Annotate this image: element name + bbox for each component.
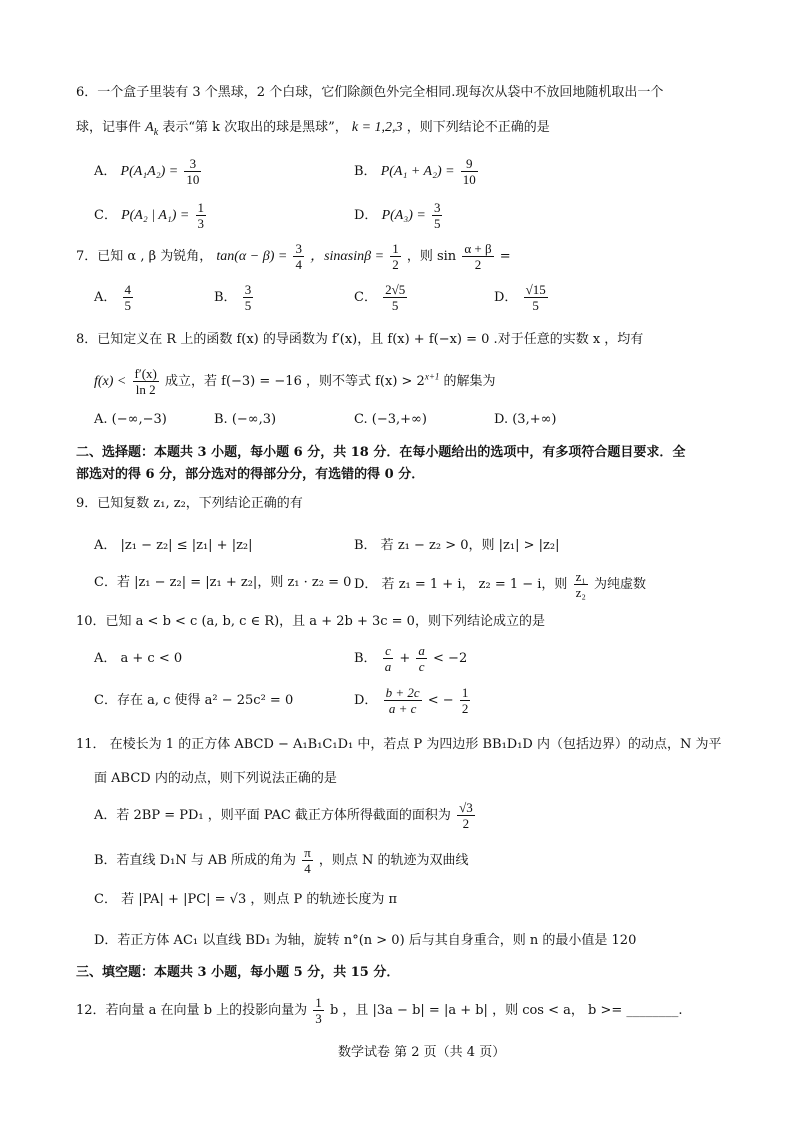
q6-a-fraction: $\frac{3}{10}$ bbox=[186, 156, 200, 187]
q12-answer-blank: ________. bbox=[626, 1003, 683, 1018]
section2-heading-line2: 部选对的得 6 分，部分选对的得部分分，有选错的得 0 分． bbox=[76, 467, 425, 482]
q11-stem-line1: 11． 在棱长为 1 的正方体 ABCD − A₁B₁C₁D₁ 中，若点 P 为四边形 BB₁D₁D 内（包括边界）的动点，N 为平 bbox=[76, 737, 722, 752]
q9-option-c: C．若 |z₁ − z₂| = |z₁ + z₂|，则 z₁ · z₂ = 0 bbox=[94, 575, 352, 590]
q11-option-c: C． 若 |PA| + |PC| = √3 ，则点 P 的轨迹长度为 π bbox=[94, 892, 398, 907]
q7-option-c: C． $\frac{2√5}{5}$ bbox=[354, 282, 406, 313]
q8-option-a: A. (−∞,−3) bbox=[94, 412, 167, 427]
q10-stem: 10．已知 a < b < c (a, b, c ∈ R)，且 a + 2b + 3c = 0，则下列结论成立的是 bbox=[76, 614, 545, 629]
q8-stem-line1: 8．已知定义在 R 上的函数 f(x) 的导函数为 f′(x)，且 f(x) + f(−x) = 0 .对于任意的实数 x ，均有 bbox=[76, 332, 644, 347]
q10-option-b: B． $\frac{c}{a}$ + $\frac{a}{c}$ < −2 bbox=[354, 643, 468, 674]
q11-stem-line2: 面 ABCD 内的动点，则下列说法正确的是 bbox=[94, 771, 337, 786]
q6-option-d: D． P(A₃) = $\frac{3}{5}$ bbox=[354, 200, 441, 231]
q6-event-symbol: $A_k$ bbox=[145, 120, 159, 138]
q11-option-b: B．若直线 D₁N 与 AB 所成的角为 $\frac{\pi}{4}$ ，则点 N 的轨迹为双曲线 bbox=[94, 845, 469, 876]
q9-d-fraction: $\frac{\text{z₁}}{\text{z₂}}$ bbox=[575, 569, 586, 600]
q6-stem-line2: 球，记事件 $A_k$ 表示“第 k 次取出的球是黑球”， k = 1,2,3 ，则下列结论不正确的是 bbox=[76, 120, 550, 138]
q9-option-d: D． 若 z₁ = 1 + i， z₂ = 1 − i，则 $\frac{\text{z₁}}{\text{z₂}}$ 为纯虚数 bbox=[354, 569, 647, 600]
page-footer: 数学试卷 第 2 页（共 4 页） bbox=[338, 1045, 506, 1060]
q10-option-a: A． a + c < 0 bbox=[94, 651, 183, 666]
q12-stem: 12．若向量 a 在向量 b 上的投影向量为 $\frac{1}{3}$ b ，且 |3a − b| = |a + b| ，则 cos < a， b >= ________. bbox=[76, 995, 683, 1026]
q9-option-b: B． 若 z₁ − z₂ > 0，则 |z₁| > |z₂| bbox=[354, 538, 560, 553]
q8-stem-line2: f(x) < $\frac{f'(x)}{\ln 2}$ 成立，若 f(−3) = −16 ，则不等式 $f(x) > 2^{x+1}$ 的解集为 bbox=[94, 366, 496, 397]
q7-stem: 7．已知 α , β 为锐角， tan(α − β) = $\frac{3}{4}$ ，sinαsinβ = $\frac{1}{2}$ ，则 sin $\frac{\alpha + \beta}{2}$ = bbox=[76, 241, 511, 272]
q11-option-a: A．若 2BP = PD₁ ，则平面 PAC 截正方体所得截面的面积为 $\frac{√3}{2}$ bbox=[94, 800, 473, 831]
q10-option-c: C．存在 a, c 使得 a² − 25c² = 0 bbox=[94, 693, 294, 708]
q8-option-b: B. (−∞,3) bbox=[214, 412, 277, 427]
q7-ask-fraction: $\frac{\alpha + \beta}{2}$ bbox=[464, 241, 492, 272]
q8-derivative-fraction: $\frac{f'(x)}{\ln 2}$ bbox=[134, 366, 157, 397]
q9-stem: 9．已知复数 z₁, z₂，下列结论正确的有 bbox=[76, 496, 303, 511]
q6-b-fraction: $\frac{9}{10}$ bbox=[462, 156, 476, 187]
q6-c-fraction: $\frac{1}{3}$ bbox=[197, 200, 204, 231]
section2-heading-line1: 二、选择题：本题共 3 小题，每小题 6 分，共 18 分．在每小题给出的选项中，有多项符合题目要求．全 bbox=[76, 445, 686, 460]
q6-option-c: C． P(A₂ | A₁) = $\frac{1}{3}$ bbox=[94, 200, 204, 231]
q7-sin-fraction: $\frac{1}{2}$ bbox=[392, 241, 399, 272]
q7-option-a: A． $\frac{4}{5}$ bbox=[94, 282, 132, 313]
q8-option-c: C. (−3,+∞) bbox=[354, 412, 427, 427]
q6-stem-line1: 6．一个盒子里装有 3 个黑球，2 个白球，它们除颜色外完全相同.现每次从袋中不放回地随机取出一个 bbox=[76, 85, 664, 100]
q6-option-b: B． P(A₁ + A₂) = $\frac{9}{10}$ bbox=[354, 156, 476, 187]
q11-option-d: D．若正方体 AC₁ 以直线 BD₁ 为轴，旋转 n°(n > 0) 后与其自身重合，则 n 的最小值是 120 bbox=[94, 933, 637, 948]
q9-option-a: A． |z₁ − z₂| ≤ |z₁| + |z₂| bbox=[94, 538, 253, 553]
q10-option-d: D． $\frac{b + 2c}{a + c}$ < − $\frac{1}{2}$ bbox=[354, 685, 469, 716]
q12-third-fraction: $\frac{1}{3}$ bbox=[315, 995, 322, 1026]
q7-option-b: B． $\frac{3}{5}$ bbox=[214, 282, 252, 313]
section3-heading: 三、填空题：本题共 3 小题，每小题 5 分，共 15 分． bbox=[76, 965, 400, 980]
q7-tan-fraction: $\frac{3}{4}$ bbox=[295, 241, 302, 272]
q7-option-d: D． $\frac{√15}{5}$ bbox=[494, 282, 546, 313]
q6-option-a: A． P(A₁A₂) = $\frac{3}{10}$ bbox=[94, 156, 200, 187]
q6-d-fraction: $\frac{3}{5}$ bbox=[433, 200, 441, 231]
q8-option-d: D. (3,+∞) bbox=[494, 412, 557, 427]
